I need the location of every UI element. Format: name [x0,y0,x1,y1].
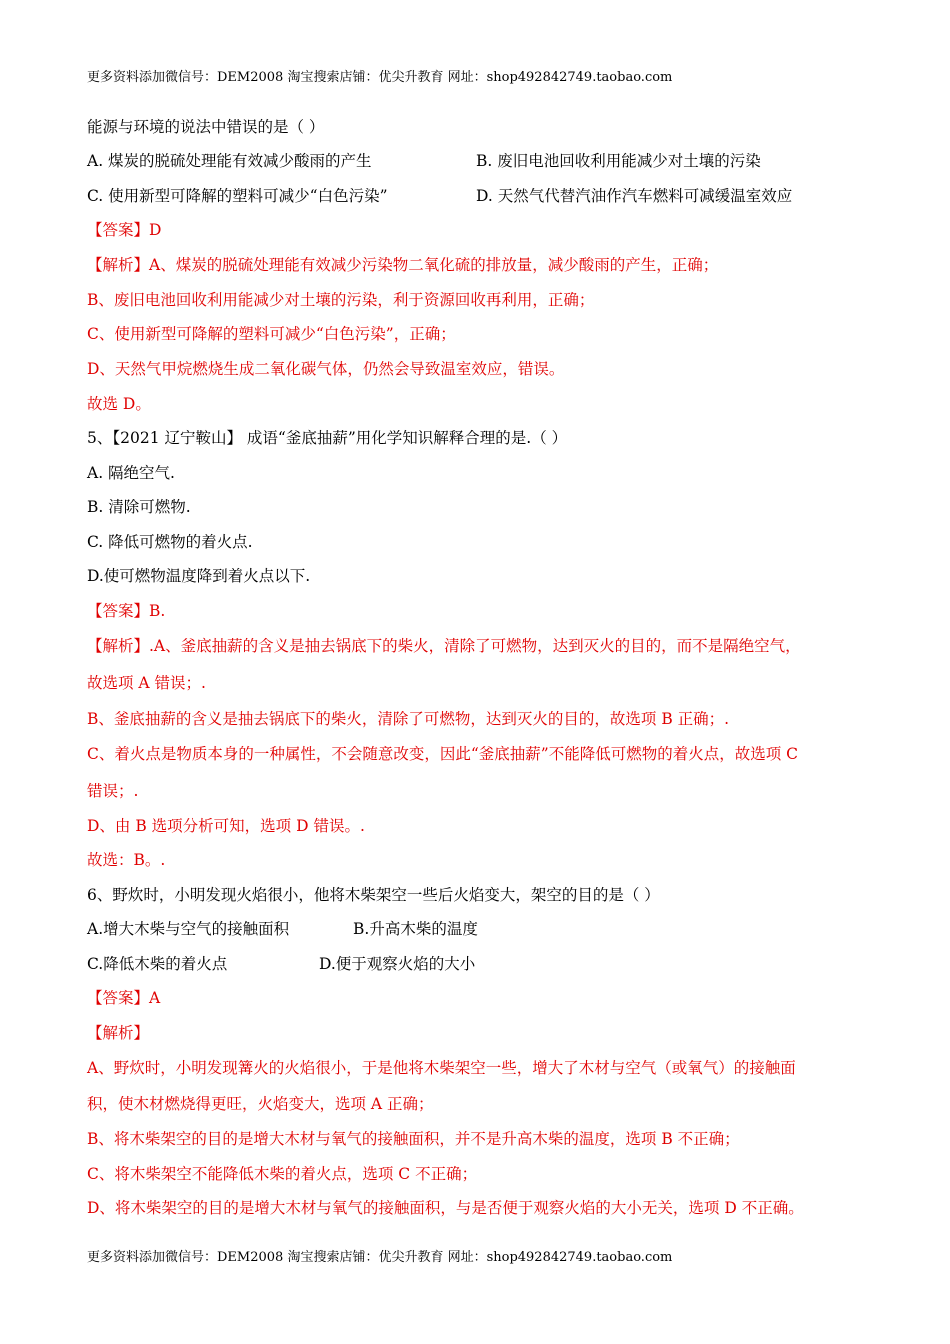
q5-conclusion: 故选：B。. [87,851,166,869]
q4-explanation-a: 【解析】A、煤炭的脱硫处理能有效减少污染物二氧化硫的排放量，减少酸雨的产生，正确； [87,256,719,274]
q4-explanation-d: D、天然气甲烷燃烧生成二氧化碳气体，仍然会导致温室效应，错误。 [87,360,565,378]
q4-option-b: B. 废旧电池回收利用能减少对土壤的污染 [476,152,761,170]
q5-option-b: B. 清除可燃物. [87,498,191,516]
q6-explanation-c: C、将木柴架空不能降低木柴的着火点，选项 C 不正确； [87,1165,478,1183]
q5-option-d: D.使可燃物温度降到着火点以下. [87,567,311,585]
q6-explanation-b: B、将木柴架空的目的是增大木材与氧气的接触面积，并不是升高木柴的温度，选项 B 不正确； [87,1130,740,1148]
q5-explanation-a: 【解析】.A、釜底抽薪的含义是抽去锅底下的柴火，清除了可燃物，达到灭火的目的，而不是隔绝空气， [87,637,801,655]
q6-option-a: A.增大木柴与空气的接触面积 [87,920,290,938]
q6-answer: 【答案】A [87,989,161,1007]
q4-conclusion: 故选 D。 [87,395,151,413]
q6-option-d: D.便于观察火焰的大小 [319,955,476,973]
page-header: 更多资料添加微信号：DEM2008 淘宝搜索店铺：优尖升教育 网址：shop492842749.taobao.com [87,70,673,85]
q6-explanation-heading: 【解析】 [87,1024,150,1042]
q5-explanation-d: D、由 B 选项分析可知，选项 D 错误。. [87,817,365,835]
q4-explanation-b: B、废旧电池回收利用能减少对土壤的污染，利于资源回收再利用，正确； [87,291,595,309]
q5-answer: 【答案】B. [87,602,166,620]
q5-explanation-a-cont: 故选项 A 错误；. [87,674,206,692]
q6-explanation-a: A、野炊时，小明发现篝火的火焰很小，于是他将木柴架空一些，增大了木材与空气（或氧气）的接触面 [87,1059,796,1077]
q5-stem: 5、【2021 辽宁鞍山】 成语“釜底抽薪”用化学知识解释合理的是.（ ） [87,429,568,447]
q5-explanation-c: C、着火点是物质本身的一种属性，不会随意改变，因此“釜底抽薪”不能降低可燃物的着火点，故选项 C [87,745,798,763]
q4-option-d: D. 天然气代替汽油作汽车燃料可减缓温室效应 [476,187,793,205]
q5-explanation-c-cont: 错误；. [87,782,139,800]
page-footer: 更多资料添加微信号：DEM2008 淘宝搜索店铺：优尖升教育 网址：shop492842749.taobao.com [87,1250,673,1265]
q4-option-a: A. 煤炭的脱硫处理能有效减少酸雨的产生 [87,152,372,170]
q5-option-a: A. 隔绝空气. [87,464,175,482]
q4-explanation-c: C、使用新型可降解的塑料可减少“白色污染”，正确； [87,325,456,343]
q6-option-b: B.升高木柴的温度 [353,920,478,938]
q6-explanation-a-cont: 积，使木材燃烧得更旺，火焰变大，选项 A 正确； [87,1095,434,1113]
q4-answer: 【答案】D [87,221,162,239]
q4-stem: 能源与环境的说法中错误的是（ ） [87,118,325,136]
q6-option-c: C.降低木柴的着火点 [87,955,228,973]
q6-stem: 6、野炊时，小明发现火焰很小，他将木柴架空一些后火焰变大，架空的目的是（ ） [87,886,660,904]
q6-explanation-d: D、将木柴架空的目的是增大木材与氧气的接触面积，与是否便于观察火焰的大小无关，选项 D 不正确。 [87,1199,804,1217]
q5-explanation-b: B、釜底抽薪的含义是抽去锅底下的柴火，清除了可燃物，达到灭火的目的，故选项 B 正确；. [87,710,730,728]
q5-option-c: C. 降低可燃物的着火点. [87,533,253,551]
q4-option-c: C. 使用新型可降解的塑料可减少“白色污染” [87,187,388,205]
